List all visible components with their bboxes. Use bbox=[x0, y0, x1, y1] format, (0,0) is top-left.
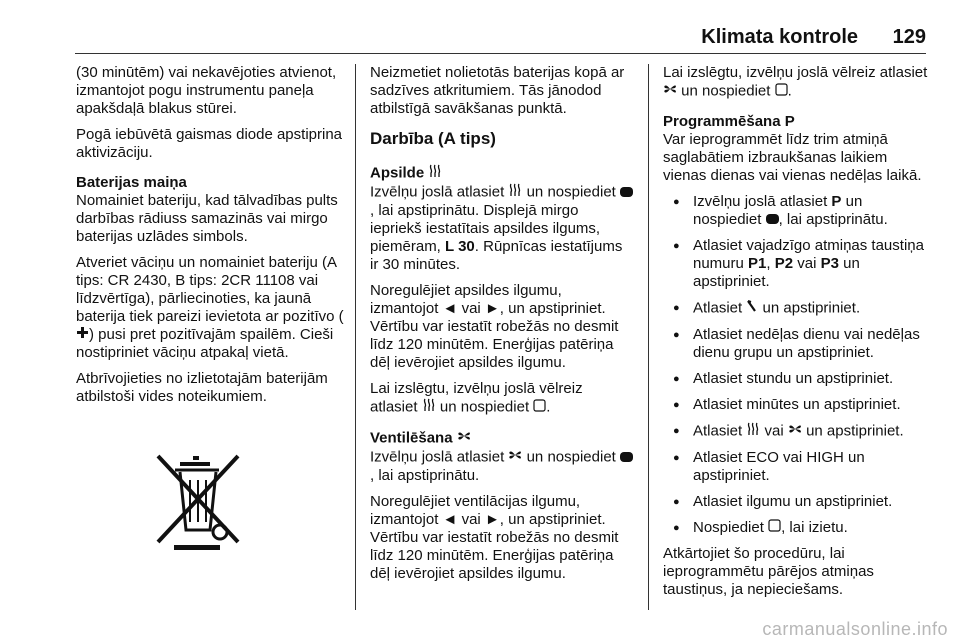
text-span: Vērtību var iestatīt robežās no desmit līdz 120 minūtēm. Enerģijas patēriņa dēļ ievērojiet apsildes ilgumu. bbox=[370, 529, 619, 582]
fan-icon bbox=[508, 448, 522, 467]
text-span: vai bbox=[461, 511, 481, 528]
text-span: Lai izslēgtu, izvēlņu joslā vēlreiz atlasiet bbox=[370, 380, 583, 416]
text-span: . Rūpnīcas iestatījums ir 30 minūtes. bbox=[370, 238, 623, 273]
paragraph: Neizmetiet nolietotās baterijas kopā ar sadzīves atkritumiem. Tās jānodod atbilstīgā savākšanas punktā. bbox=[370, 64, 625, 117]
left-arrow-icon: ◄ bbox=[442, 300, 458, 317]
paragraph: Var ieprogrammēt līdz trim atmiņā saglabātiem izbraukšanas laikiem vienas dienas vai vienas nedēļas laikā. bbox=[663, 131, 922, 184]
list-item: ● Atlasiet ilgumu un apstipriniet. bbox=[663, 493, 928, 511]
list-item: ● Atlasiet ECO vai HIGH un apstipriniet. bbox=[663, 449, 928, 485]
text-span: , lai apstiprinātu. bbox=[370, 467, 480, 484]
section-heading-battery: Baterijas maiņa bbox=[76, 174, 187, 191]
text-span: un apstipriniet. bbox=[806, 422, 904, 440]
section-heading-operation: Darbība (A tips) bbox=[370, 129, 496, 148]
heating-label: Apsilde bbox=[370, 164, 425, 182]
heat-waves-icon bbox=[422, 398, 436, 417]
text-span: , un apstipriniet. bbox=[499, 511, 606, 528]
column-divider bbox=[648, 64, 649, 610]
list-item bbox=[663, 193, 928, 229]
text-span: Atveriet vāciņu un nomainiet bateriju (A tips: CR 2430, B tips: 2CR 11108 vai līdzvērtīga), pārliecinoties, ka jaunā baterija tiek pareizi ievietota ar pozitīvo ( bbox=[76, 254, 344, 325]
paragraph bbox=[370, 282, 633, 372]
text-span: , un apstipriniet. bbox=[499, 300, 606, 317]
square-button-icon bbox=[768, 519, 781, 537]
text-span: un nospiediet bbox=[439, 398, 530, 416]
paragraph: Lai izslēgtu, izvēlņu joslā vēlreiz atlasiet un nospiediet . bbox=[370, 380, 583, 416]
paragraph bbox=[370, 448, 633, 485]
text-span: vai bbox=[764, 422, 784, 440]
text-span: vai bbox=[461, 300, 481, 317]
column-right bbox=[663, 64, 928, 607]
program-key: P3 bbox=[820, 255, 839, 273]
program-key: P1 bbox=[748, 255, 767, 273]
clock-hand-icon bbox=[746, 299, 758, 318]
text-span: vai bbox=[797, 255, 817, 273]
text-span: Izvēlņu joslā atlasiet bbox=[370, 448, 505, 466]
text-span: Atlasiet vajadzīgo atmiņas taustiņa numuru bbox=[693, 237, 924, 273]
crossed-out-bin-icon bbox=[150, 450, 245, 550]
step-list bbox=[663, 193, 928, 537]
text-span: un nospiediet bbox=[693, 193, 863, 228]
text-span: ) pusi pret pozitīvajām spailēm. Cieši nostipriniet vāciņu atpakaļ vietā. bbox=[76, 326, 334, 362]
paragraph bbox=[76, 254, 346, 362]
text-span: Atlasiet bbox=[693, 299, 743, 317]
text-span: , lai apstiprinātu. Displejā mirgo iepriekš iestatītais apsildes ilgums, piemēram, bbox=[370, 202, 601, 255]
list-item bbox=[663, 519, 928, 537]
list-item bbox=[663, 422, 928, 441]
column-divider bbox=[355, 64, 356, 610]
example-value: L 30 bbox=[445, 238, 475, 255]
text-span: un nospiediet bbox=[526, 183, 616, 201]
paragraph: Atkārtojiet šo procedūru, lai ieprogrammētu pārējos atmiņas taustiņus, ja nepieciešams. bbox=[663, 545, 874, 599]
text-span: , lai apstiprinātu. bbox=[778, 211, 888, 228]
list-item: ● Atlasiet minūtes un apstipriniet. bbox=[663, 396, 928, 414]
header-title: Klimata kontrole bbox=[701, 26, 858, 48]
text-span: un nospiediet bbox=[681, 82, 771, 100]
confirm-button-icon bbox=[620, 184, 633, 202]
text-span: , lai izietu. bbox=[781, 519, 848, 537]
list-item bbox=[663, 299, 928, 318]
list-item: ● Atlasiet vajadzīgo atmiņas taustiņa numuru P1, P2 vai P3 un apstipriniet. bbox=[663, 237, 928, 291]
heat-waves-icon bbox=[428, 164, 442, 183]
column-middle bbox=[370, 64, 633, 591]
text-span: un apstipriniet. bbox=[693, 255, 860, 291]
program-key: P bbox=[831, 193, 842, 210]
paragraph: (30 minūtēm) vai nekavējoties atvienot, izmantojot pogu instrumentu paneļa apakšdaļā blakus stūrei. bbox=[76, 64, 337, 117]
right-arrow-icon: ► bbox=[484, 511, 500, 528]
text-span: Izvēlņu joslā atlasiet bbox=[693, 193, 828, 210]
paragraph: Nomainiet bateriju, kad tālvadības pults darbības rādiuss samazinās vai mirgo baterijas uzlādes simbols. bbox=[76, 192, 338, 245]
square-button-icon bbox=[533, 399, 546, 417]
right-arrow-icon: ► bbox=[484, 300, 500, 317]
paragraph bbox=[370, 493, 633, 583]
paragraph bbox=[370, 183, 633, 274]
program-key: P2 bbox=[774, 255, 794, 273]
text-span: Nospiediet bbox=[693, 519, 764, 537]
text-span: Izvēlņu joslā atlasiet bbox=[370, 183, 505, 201]
watermark: carmanualsonline.info bbox=[762, 619, 948, 639]
page-number: 129 bbox=[892, 26, 926, 48]
paragraph: Atbrīvojieties no izlietotajām baterijām atbilstoši vides noteikumiem. bbox=[76, 370, 328, 406]
list-item: ● Atlasiet nedēļas dienu vai nedēļas dienu grupu un apstipriniet. bbox=[663, 326, 928, 362]
text-span: Vērtību var iestatīt robežās no desmit līdz 120 minūtēm. Enerģijas patēriņa dēļ ievērojiet apsildes ilgumu. bbox=[370, 318, 619, 371]
square-button-icon bbox=[775, 83, 788, 101]
heat-waves-icon bbox=[508, 183, 522, 202]
paragraph: Lai izslēgtu, izvēlņu joslā vēlreiz atlasiet un nospiediet . bbox=[663, 64, 928, 100]
column-left bbox=[76, 64, 346, 414]
fan-icon bbox=[663, 82, 677, 101]
text-span: Lai izslēgtu, izvēlņu joslā vēlreiz atlasiet bbox=[663, 64, 928, 81]
text-span: un apstipriniet. bbox=[762, 299, 861, 317]
header-rule bbox=[75, 53, 926, 54]
left-arrow-icon: ◄ bbox=[442, 511, 458, 528]
list-item: ● Atlasiet stundu un apstipriniet. bbox=[663, 370, 928, 388]
fan-icon bbox=[788, 422, 802, 441]
paragraph: Pogā iebūvētā gaismas diode apstiprina aktivizāciju. bbox=[76, 126, 343, 161]
text-span: Noregulējiet ventilācijas ilgumu, izmantojot bbox=[370, 493, 581, 528]
text-span: un nospiediet bbox=[526, 448, 616, 466]
confirm-button-icon bbox=[766, 211, 779, 229]
ventilation-label: Ventilēšana bbox=[370, 429, 453, 447]
page-header bbox=[75, 22, 926, 54]
confirm-button-icon bbox=[620, 449, 633, 467]
heat-waves-icon bbox=[746, 422, 760, 441]
text-span: Noregulējiet apsildes ilgumu, izmantojot bbox=[370, 282, 562, 317]
plus-icon bbox=[76, 326, 89, 344]
fan-icon bbox=[457, 429, 471, 448]
subheading-ventilation bbox=[370, 429, 633, 448]
section-heading-programming: Programmēšana P bbox=[663, 113, 795, 130]
text-span: Atlasiet bbox=[693, 422, 743, 440]
subheading-heating bbox=[370, 164, 633, 183]
